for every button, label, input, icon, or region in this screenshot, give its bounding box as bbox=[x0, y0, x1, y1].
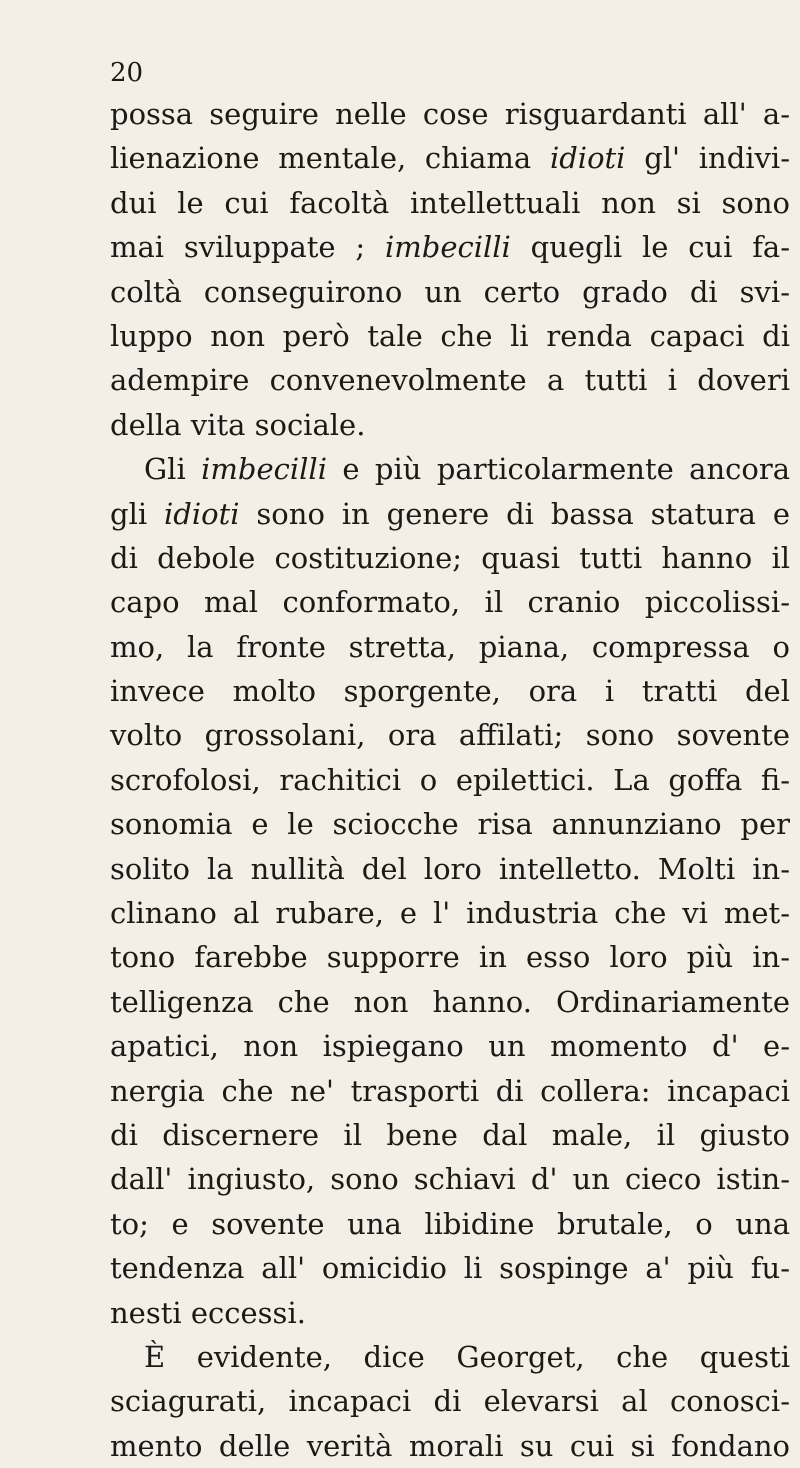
text-line bbox=[110, 980, 790, 1024]
text-run: sono in genere di bassa statura e bbox=[239, 496, 790, 531]
text-run: tendenza all' omicidio li sospinge a' più fu- bbox=[110, 1251, 790, 1286]
text-run: e più particolarmente ancora bbox=[326, 452, 790, 487]
text-run: solito la nullità del loro intelletto. Molti in- bbox=[110, 851, 790, 886]
text-line bbox=[110, 713, 790, 757]
text-run: mai sviluppate ; bbox=[110, 230, 385, 265]
text-run: di discernere il bene dal male, il giusto bbox=[110, 1117, 790, 1152]
text-line bbox=[110, 847, 790, 891]
page-number: 20 bbox=[110, 58, 144, 88]
italic-term: imbecilli bbox=[201, 452, 327, 487]
text-line bbox=[110, 1335, 790, 1379]
text-line bbox=[110, 1113, 790, 1157]
text-run: della vita sociale. bbox=[110, 407, 366, 442]
text-run: possa seguire nelle cose risguardanti all' a- bbox=[110, 97, 790, 131]
text-run: luppo non però tale che li renda capaci di bbox=[110, 318, 790, 353]
text-line bbox=[110, 891, 790, 935]
text-run: apatici, non ispiegano un momento d' e- bbox=[110, 1029, 790, 1064]
text-line bbox=[110, 536, 790, 580]
text-run: dui le cui facoltà intellettuali non si sono bbox=[110, 185, 790, 220]
body-text bbox=[110, 92, 790, 1468]
text-run: tono farebbe supporre in esso loro più in- bbox=[110, 940, 790, 975]
text-run: gl' indivi- bbox=[625, 141, 790, 176]
text-run: clinano al rubare, e l' industria che vi met- bbox=[110, 896, 790, 931]
text-line bbox=[110, 1379, 790, 1423]
text-line bbox=[110, 181, 790, 225]
italic-term: idioti bbox=[164, 496, 240, 531]
text-line bbox=[110, 358, 790, 402]
text-run: È evidente, dice Georget, che questi bbox=[144, 1339, 790, 1374]
text-line bbox=[110, 136, 790, 180]
italic-term: idioti bbox=[549, 141, 626, 176]
text-line bbox=[110, 1291, 790, 1335]
text-line bbox=[110, 802, 790, 846]
text-run: di debole costituzione; quasi tutti hanno il bbox=[110, 540, 790, 575]
text-run: telligenza che non hanno. Ordinariamente bbox=[110, 984, 790, 1019]
text-run: mo, la fronte stretta, piana, compressa o bbox=[110, 629, 790, 664]
text-line bbox=[110, 1424, 790, 1468]
text-line bbox=[110, 580, 790, 624]
text-run: lienazione mentale, chiama bbox=[110, 141, 550, 176]
text-line bbox=[110, 447, 790, 491]
text-line bbox=[110, 669, 790, 713]
text-run: nergia che ne' trasporti di collera: incapaci bbox=[110, 1073, 790, 1108]
text-run: quegli le cui fa- bbox=[510, 230, 791, 265]
text-run: invece molto sporgente, ora i tratti del bbox=[110, 674, 790, 709]
text-run: volto grossolani, ora affilati; sono sovente bbox=[110, 718, 790, 753]
text-run: nesti eccessi. bbox=[110, 1295, 306, 1330]
text-line bbox=[110, 225, 790, 269]
text-run: gli bbox=[110, 496, 165, 531]
text-line bbox=[110, 625, 790, 669]
text-run: adempire convenevolmente a tutti i doveri bbox=[110, 363, 790, 398]
text-line bbox=[110, 758, 790, 802]
text-run: mento delle verità morali su cui si fondano bbox=[110, 1428, 790, 1463]
text-run: Gli bbox=[144, 452, 202, 487]
italic-term: imbecilli bbox=[384, 230, 511, 265]
text-run: dall' ingiusto, sono schiavi d' un cieco istin- bbox=[110, 1162, 790, 1197]
text-line bbox=[110, 935, 790, 979]
text-line bbox=[110, 1202, 790, 1246]
text-line bbox=[110, 92, 790, 136]
text-line bbox=[110, 1246, 790, 1290]
text-run: to; e sovente una libidine brutale, o una bbox=[110, 1206, 790, 1241]
text-line bbox=[110, 270, 790, 314]
text-line bbox=[110, 1157, 790, 1201]
text-line bbox=[110, 314, 790, 358]
text-line bbox=[110, 1024, 790, 1068]
text-run: scrofolosi, rachitici o epilettici. La goffa fi- bbox=[110, 762, 790, 797]
text-run: coltà conseguirono un certo grado di svi- bbox=[110, 274, 790, 309]
text-run: sciagurati, incapaci di elevarsi al conosci- bbox=[110, 1384, 790, 1419]
text-line bbox=[110, 403, 790, 447]
text-line bbox=[110, 492, 790, 536]
text-line bbox=[110, 1069, 790, 1113]
text-run: sonomia e le sciocche risa annunziano per bbox=[110, 807, 790, 842]
text-run: capo mal conformato, il cranio piccolissi- bbox=[110, 585, 790, 620]
